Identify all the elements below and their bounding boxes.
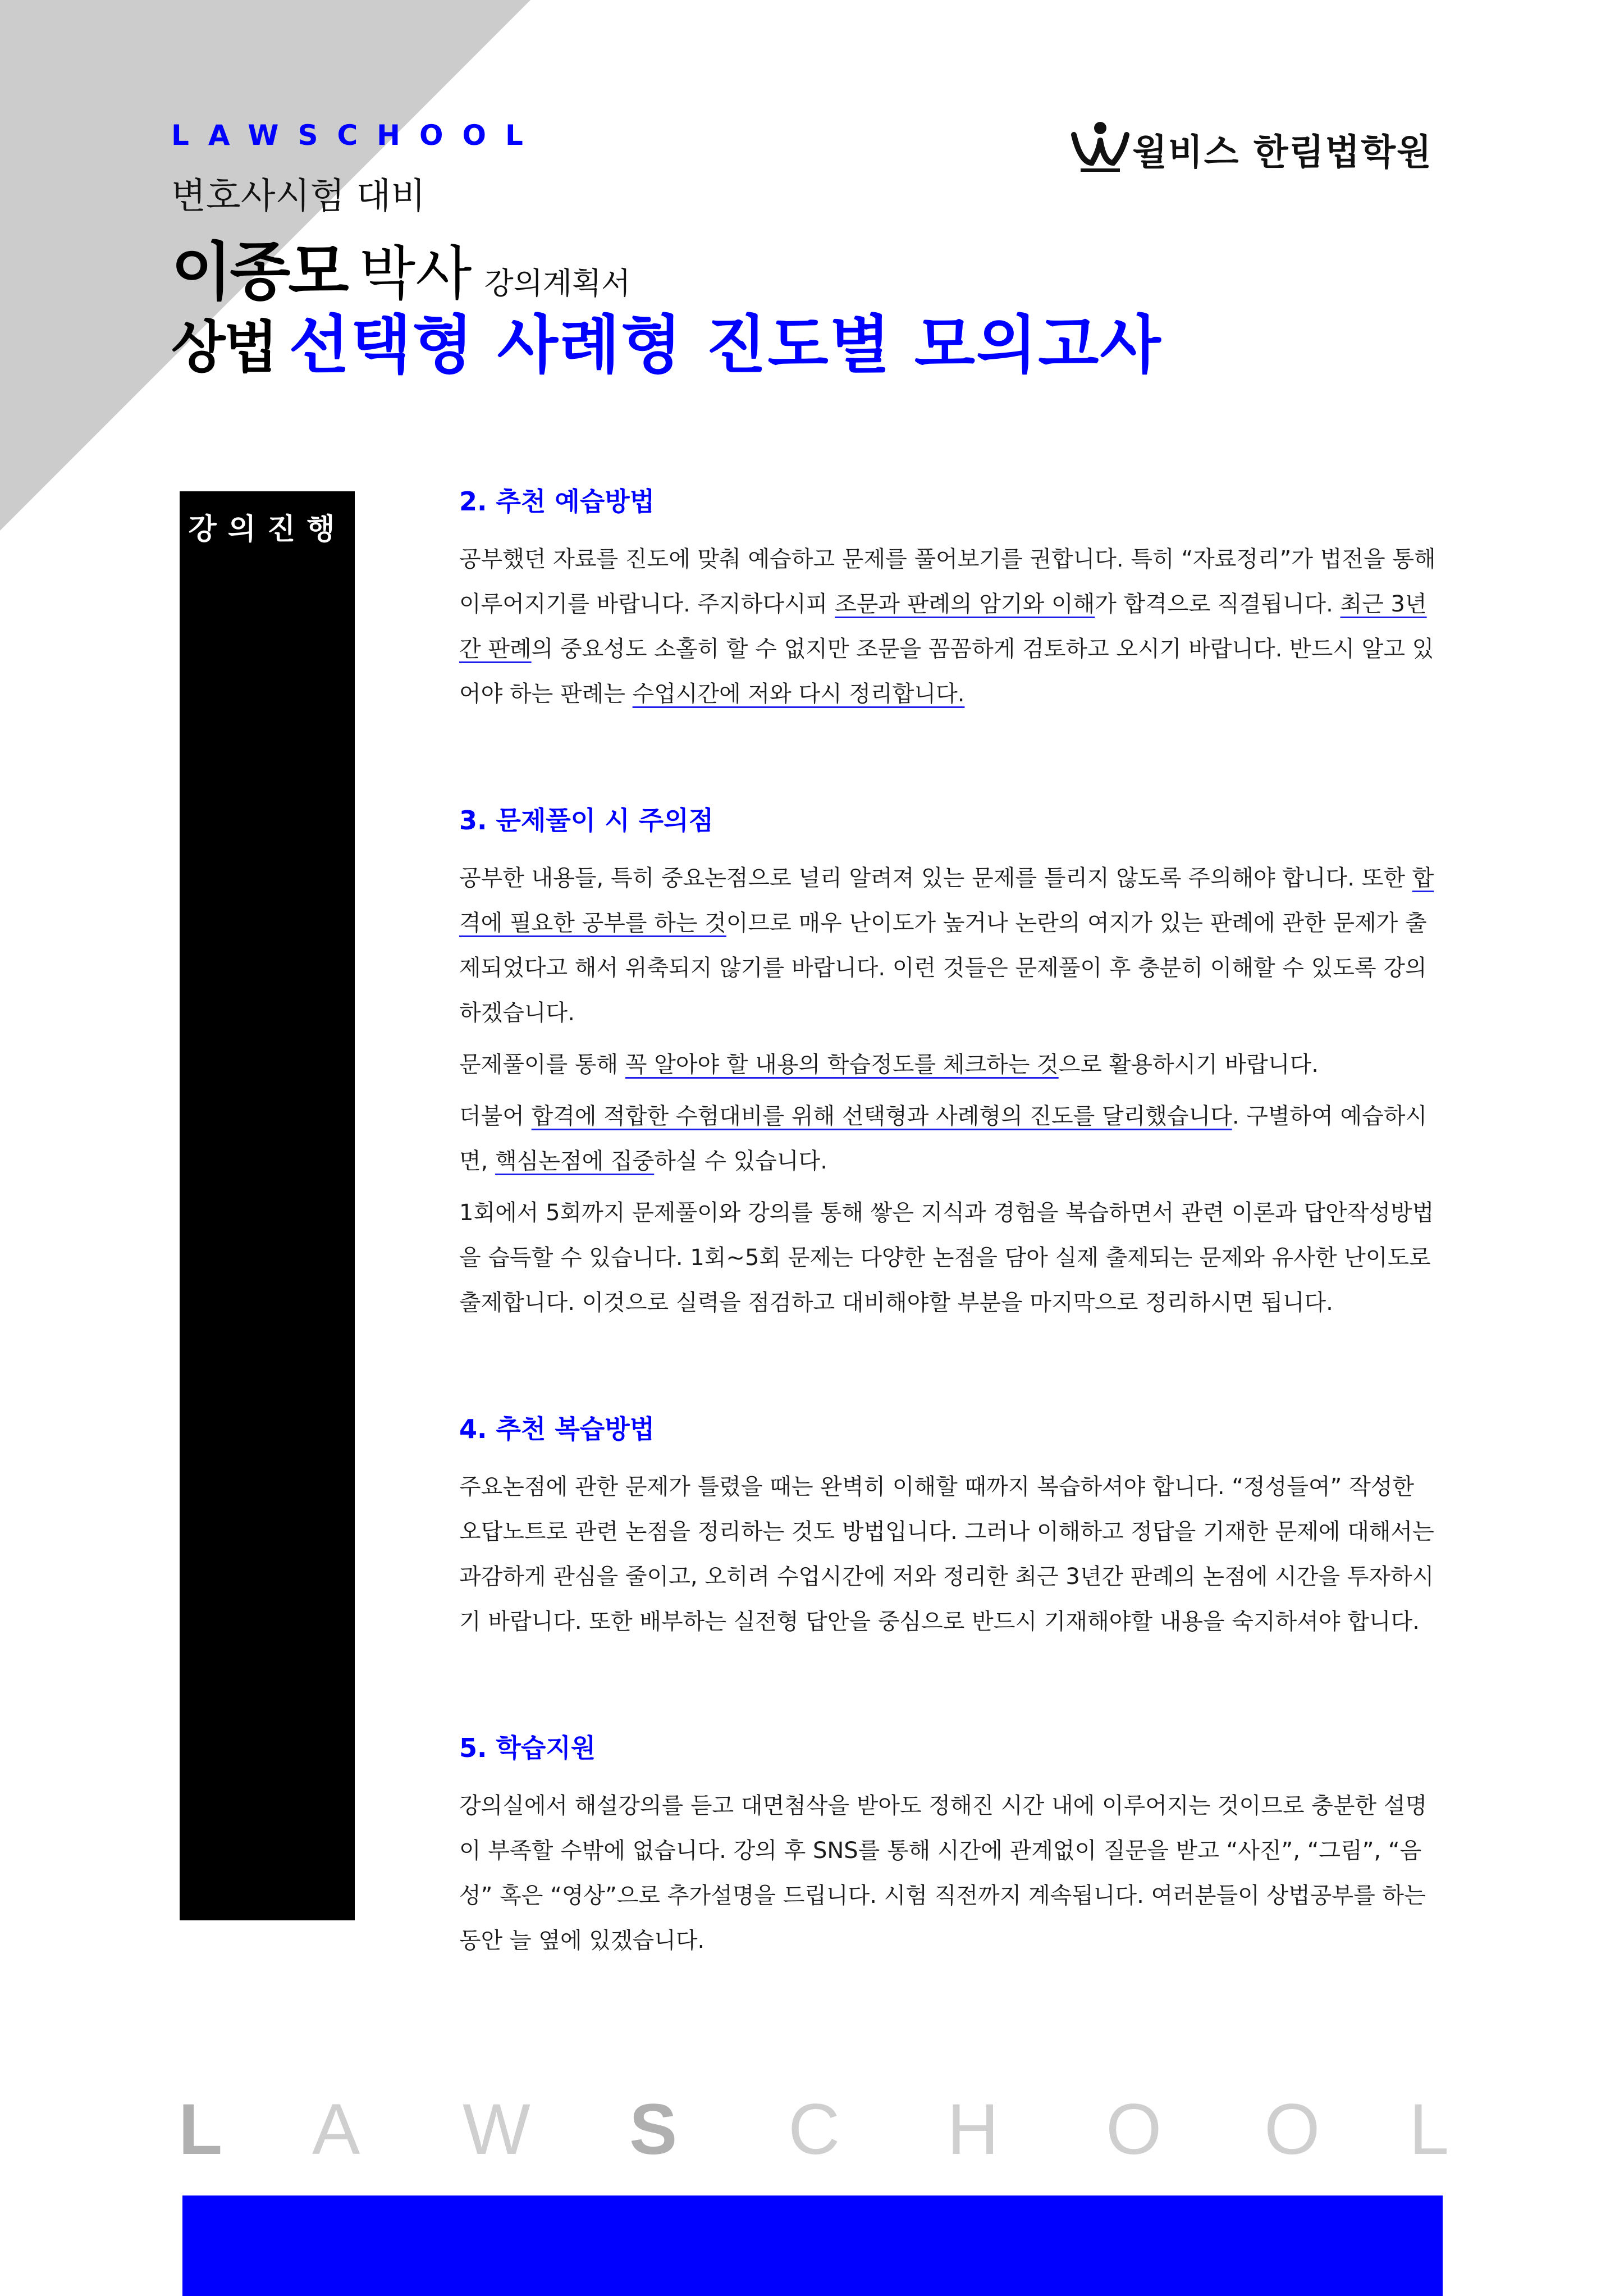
course-title-line: [171, 295, 1162, 385]
underlined-text: 합격에 필요한 공부를 하는 것: [459, 865, 1434, 936]
section: [459, 1411, 1442, 1644]
footer-letter: L: [1409, 2089, 1449, 2170]
paragraph-text: 주요논점에 관한 문제가 틀렸을 때는 완벽히 이해할 때까지 복습하셔야 합니다. “정성들여” 작성한 오답노트로 관련 논점을 정리하는 것도 방법입니다. 그러나 이해하고 정답을 기재한 문제에 대해서는 과감하게 관심을 줄이고, 오히려 수업시간에 저와 정리한 최근 3년간 판례의 논점에 시간을 투자하시기 바랍니다. 또한 배부하는 실전형 답안을 중심으로 반드시 기재해야할 내용을 숙지하셔야 합니다.: [459, 1474, 1434, 1635]
paragraph-text: 가 합격으로 직결됩니다.: [1095, 591, 1341, 617]
footer-letter: A: [312, 2089, 360, 2170]
paragraph-text: 강의실에서 해설강의를 듣고 대면첨삭을 받아도 정해진 시간 내에 이루어지는 것이므로 충분한 설명이 부족할 수밖에 없습니다. 강의 후 SNS를 통해 시간에 관계없이 질문을 받고 “사진”, “그림”, “음성” 혹은 “영상”으로 추가설명을 드립니다. 시험 직전까지 계속됩니다. 여러분들이 상법공부를 하는 동안 늘 옆에 있겠습니다.: [459, 1793, 1428, 1953]
footer-letter: S: [629, 2089, 678, 2170]
sidebar-label: 강의진행: [188, 513, 346, 546]
section-paragraph: [459, 1783, 1442, 1963]
paragraph-text: 공부했던 자료를 진도에 맞춰 예습하고 문제를 풀어보기를 권합니다. 특히 “자료정리”가 법전을 통해 이루어지기를 바랍니다. 주지하다시피: [459, 546, 1436, 617]
footer-letter: C: [788, 2089, 840, 2170]
academy-logo: [1069, 118, 1462, 174]
course-name: 선택형 사례형 진도별 모의고사: [289, 309, 1162, 382]
course-subject: 상법: [171, 314, 277, 380]
underlined-text: 최근 3년간 판례: [459, 591, 1427, 662]
section-heading: 3. 문제풀이 시 주의점: [459, 805, 714, 836]
footer-band: [182, 2195, 1443, 2296]
section-paragraph: [459, 1094, 1442, 1184]
section-paragraph: [459, 1190, 1442, 1325]
section: [459, 483, 1442, 716]
underlined-text: 수업시간에 저와 다시 정리합니다.: [632, 681, 965, 707]
footer-letter: H: [947, 2089, 999, 2170]
paragraph-text: 문제풀이를 통해: [459, 1052, 625, 1078]
paragraph-text: 공부한 내용들, 특히 중요논점으로 널리 알려져 있는 문제를 틀리지 않도록 주의해야 합니다. 또한: [459, 865, 1412, 891]
paragraph-text: 1회에서 5회까지 문제풀이와 강의를 통해 쌓은 지식과 경험을 복습하면서 관련 이론과 답안작성방법을 습득할 수 있습니다. 1회~5회 문제는 다양한 논점을 담아 실제 출제되는 문제와 유사한 난이도로 출제합니다. 이것으로 실력을 점검하고 대비해야할 부분을 마지막으로 정리하시면 됩니다.: [459, 1200, 1434, 1316]
footer-lawschool-wordmark: [179, 2089, 1449, 2170]
instructor-title: 박사: [359, 239, 472, 308]
footer-letter: L: [179, 2089, 223, 2170]
underlined-text: 핵심논점에 집중: [495, 1148, 655, 1174]
exam-label: 변호사시험 대비: [171, 176, 426, 217]
section: [459, 1729, 1442, 1963]
instructor-name: 이종모: [171, 236, 347, 309]
document-type: 강의계획서: [484, 266, 631, 301]
section-paragraph: [459, 1042, 1442, 1087]
footer-letter: O: [1264, 2089, 1320, 2170]
section: [459, 802, 1442, 1325]
section-heading: 4. 추천 복습방법: [459, 1414, 655, 1444]
section-paragraph: [459, 537, 1442, 716]
section-heading: 5. 학습지원: [459, 1733, 596, 1763]
academy-logo-text: 윌비스 한림법학원: [1132, 132, 1433, 174]
paragraph-text: 이므로 매우 난이도가 높거나 논란의 여지가 있는 판례에 관한 문제가 출제되었다고 해서 위축되지 않기를 바랍니다. 이런 것들은 문제풀이 후 충분히 이해할 수 있도록 강의하겠습니다.: [459, 910, 1427, 1026]
sidebar-panel: [180, 491, 355, 1920]
paragraph-text: 하실 수 있습니다.: [654, 1148, 827, 1174]
underlined-text: 조문과 판례의 암기와 이해: [835, 591, 1095, 617]
section-heading: 2. 추천 예습방법: [459, 486, 655, 517]
footer-letter: W: [463, 2089, 530, 2170]
section-paragraph: [459, 856, 1442, 1035]
paragraph-text: 의 중요성도 소홀히 할 수 없지만 조문을 꼼꼼하게 검토하고 오시기 바랍니다. 반드시 알고 있어야 하는 판례는: [459, 636, 1434, 707]
academy-logo-icon: [1069, 118, 1131, 174]
paragraph-text: 으로 활용하시기 바랍니다.: [1058, 1052, 1319, 1078]
brand-lawschool: LAWSCHOOL: [171, 119, 542, 152]
paragraph-text: . 구별하여 예습하시면,: [459, 1103, 1428, 1174]
paragraph-text: 더불어: [459, 1103, 532, 1129]
section-paragraph: [459, 1464, 1442, 1644]
footer-letter: O: [1106, 2089, 1162, 2170]
lecture-content: [459, 483, 1442, 2048]
underlined-text: 꼭 알아야 할 내용의 학습정도를 체크하는 것: [625, 1052, 1059, 1078]
underlined-text: 합격에 적합한 수험대비를 위해 선택형과 사례형의 진도를 달리했습니다: [531, 1103, 1232, 1129]
